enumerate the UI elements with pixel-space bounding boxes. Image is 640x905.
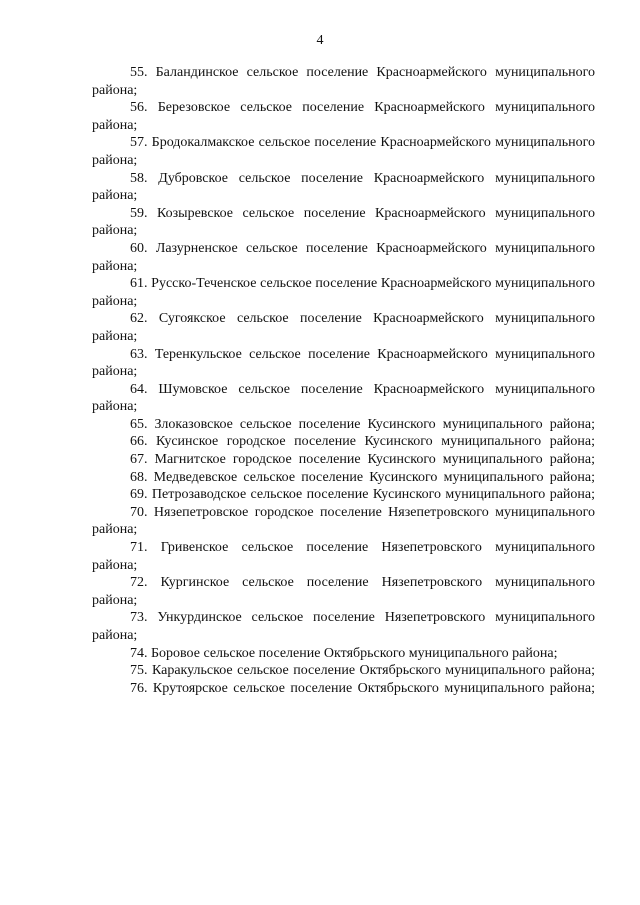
list-item [92, 504, 595, 539]
list-item [92, 310, 595, 345]
list-item-continuation: района; [549, 434, 595, 450]
list-item-text: 56. Березовское сельское поселение Красноармейского [130, 100, 485, 116]
list-item [92, 64, 595, 99]
list-item-text: 59. Козыревское сельское поселение Красноармейского [130, 205, 486, 221]
list-item [92, 346, 595, 381]
list-item-text: 64. Шумовское сельское поселение Красноармейского муниципального [130, 381, 595, 397]
list-item-text: 66. Кусинское городское поселение Кусинского муниципального [130, 434, 542, 450]
list-item [92, 381, 595, 416]
list-item [92, 662, 595, 680]
list-item-text: 75. Каракульское сельское поселение Октябрьского муниципального [130, 663, 546, 679]
list-item-continuation: муниципального района; [92, 610, 596, 643]
list-item-continuation: района; [92, 328, 138, 344]
list-item [92, 469, 595, 487]
list-item-text: 70. Нязепетровское городское поселение Нязепетровского [130, 504, 489, 520]
list-item-text: 69. Петрозаводское сельское поселение Кусинского муниципального [130, 487, 546, 503]
list-item-continuation: района; [92, 557, 138, 573]
list-item-continuation: муниципального района; [92, 346, 595, 380]
list-item-text: 74. Боровое сельское поселение Октябрьского муниципального района; [130, 645, 558, 661]
list-item [92, 275, 595, 310]
list-item-text: 67. Магнитское городское поселение Кусинского муниципального [130, 452, 543, 468]
list-item [92, 574, 595, 609]
list-item [92, 416, 595, 434]
list-item-text: 60. Лазурненское сельское поселение Красноармейского [130, 240, 487, 256]
list-item-continuation: муниципального района; [92, 135, 596, 168]
list-item [92, 240, 595, 275]
page-number: 4 [316, 33, 324, 48]
list-item [92, 170, 595, 205]
list-item-continuation: муниципального района; [92, 276, 595, 309]
list-item-continuation: муниципального района; [92, 100, 595, 133]
list-item-text: 63. Теренкульское сельское поселение Красноармейского [130, 346, 488, 362]
list-item-continuation: района; [549, 452, 595, 468]
list-item-text: 55. Баландинское сельское поселение Красноармейского [130, 65, 487, 80]
list-item [92, 134, 595, 169]
list-item-continuation: муниципального района; [92, 65, 595, 98]
list-item [92, 680, 595, 698]
list-item-continuation: района; [92, 592, 138, 608]
list-item [92, 99, 595, 134]
list-item [92, 645, 595, 663]
list-item [92, 451, 595, 469]
list-item [92, 486, 595, 504]
list-item-continuation: муниципального района; [92, 170, 596, 204]
settlement-list [92, 64, 595, 697]
list-item-text: 61. Русско-Теченское сельское поселение Красноармейского [130, 276, 492, 292]
list-item-continuation: района; [549, 469, 596, 485]
list-item [92, 205, 595, 240]
list-item-text: 62. Сугоякское сельское поселение Красноармейского муниципального [130, 311, 595, 327]
list-item [92, 539, 595, 574]
list-item-text: 58. Дубровское сельское поселение Красноармейского [130, 170, 485, 186]
list-item-text: 72. Кургинское сельское поселение Нязепетровского муниципального [130, 575, 595, 591]
list-item-text: 68. Медведевское сельское поселение Кусинского муниципального [130, 469, 544, 485]
list-item-continuation: муниципального района; [92, 205, 596, 239]
list-item-continuation: района; [549, 416, 596, 432]
list-item-continuation: района; [549, 663, 596, 679]
list-item-continuation: района; [549, 487, 596, 503]
list-item-continuation: района; [549, 680, 595, 696]
list-item-text: 76. Крутоярское сельское поселение Октябрьского муниципального [130, 680, 545, 696]
list-item-text: 73. Ункурдинское сельское поселение Нязепетровского [130, 610, 486, 626]
list-item-continuation: муниципального района; [92, 240, 595, 274]
list-item-text: 57. Бродокалмакское сельское поселение Красноармейского [130, 135, 491, 151]
list-item [92, 433, 595, 451]
list-item-continuation: муниципального района; [92, 504, 596, 538]
list-item-text: 65. Злоказовское сельское поселение Кусинского муниципального [130, 416, 543, 432]
list-item-text: 71. Гривенское сельское поселение Нязепетровского муниципального [130, 540, 595, 556]
list-item [92, 609, 595, 644]
list-item-continuation: района; [92, 399, 138, 415]
